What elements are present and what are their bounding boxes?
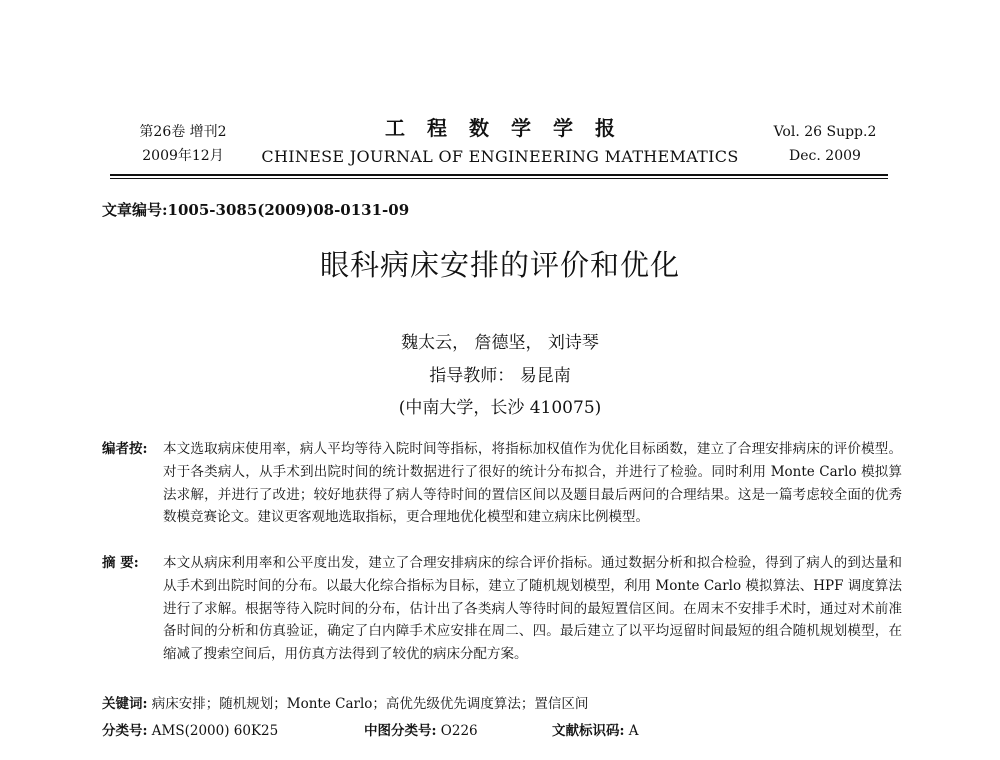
article-number-value: 1005-3085(2009)08-0131-09: [167, 201, 410, 219]
keywords-text: 病床安排；随机规划；Monte Carlo；高优先级优先调度算法；置信区间: [151, 696, 589, 712]
header-rule-thin: [110, 178, 888, 179]
keywords-label: 关键词:: [102, 696, 148, 712]
doc-code: [552, 720, 639, 742]
editor-note-label: 编者按:: [102, 441, 148, 457]
ams-class: [102, 720, 278, 742]
advisor: 指导教师： 易昆南: [429, 366, 571, 386]
article-number: [102, 199, 409, 220]
abstract-text: 本文从病床利用率和公平度出发，建立了合理安排病床的综合评价指标。通过数据分析和拟合检验，得到了病人的到达量和从手术到出院时间的分布。以最大化综合指标为目标，建立了随机规划模型，利用 Monte Carlo 模拟算法、HPF 调度算法进行了求解。根据等待入院时间的分布，估计出了各类病人等待时间的最短置信区间。在周末不安排手术时，通过对术前准备时间的分析和仿真验证，确定了白内障手术应安排在周二、四。最后建立了以平均逗留时间最短的组合随机规划模型，在缩减了搜索空间后，用仿真方法得到了较优的病床分配方案。: [163, 555, 902, 663]
abstract: [102, 552, 902, 666]
journal-masthead: [250, 114, 750, 170]
paper-title: 眼科病床安排的评价和优化: [319, 248, 680, 282]
date-cn: 2009年12月: [142, 148, 224, 164]
clc-class-value: O226: [440, 723, 478, 739]
authors: 魏太云， 詹德坚， 刘诗琴: [401, 333, 599, 353]
header-right: [760, 120, 890, 168]
header-rule-thick: [110, 174, 888, 176]
abstract-label: 摘 要:: [102, 555, 139, 571]
affiliation: (中南大学，长沙 410075): [398, 398, 602, 418]
editor-note: [102, 438, 902, 529]
header-left: [118, 120, 248, 168]
clc-class-label: 中图分类号:: [364, 723, 437, 739]
journal-title-en: CHINESE JOURNAL OF ENGINEERING MATHEMATICS: [261, 147, 739, 166]
ams-class-label: 分类号:: [102, 723, 148, 739]
article-number-label: 文章编号:: [102, 201, 168, 219]
keywords: [102, 693, 588, 715]
journal-title-cn: 工程数学学报: [385, 116, 637, 140]
volume-en: Vol. 26 Supp.2: [773, 124, 877, 140]
clc-class: [364, 720, 478, 742]
volume-cn: 第26卷 增刊2: [139, 124, 227, 140]
editor-note-text: 本文选取病床使用率，病人平均等待入院时间等指标，将指标加权值作为优化目标函数，建立了合理安排病床的评价模型。对于各类病人，从手术到出院时间的统计数据进行了很好的统计分布拟合，并进行了检验。同时利用 Monte Carlo 模拟算法求解，并进行了改进；较好地获得了病人等待时间的置信区间以及题目最后两问的合理结果。这是一篇考虑较全面的优秀数模竞赛论文。建议更客观地选取指标，更合理地优化模型和建立病床比例模型。: [163, 441, 902, 526]
doc-code-value: A: [628, 723, 639, 739]
date-en: Dec. 2009: [789, 148, 861, 164]
doc-code-label: 文献标识码:: [552, 723, 625, 739]
ams-class-value: AMS(2000) 60K25: [151, 723, 279, 739]
